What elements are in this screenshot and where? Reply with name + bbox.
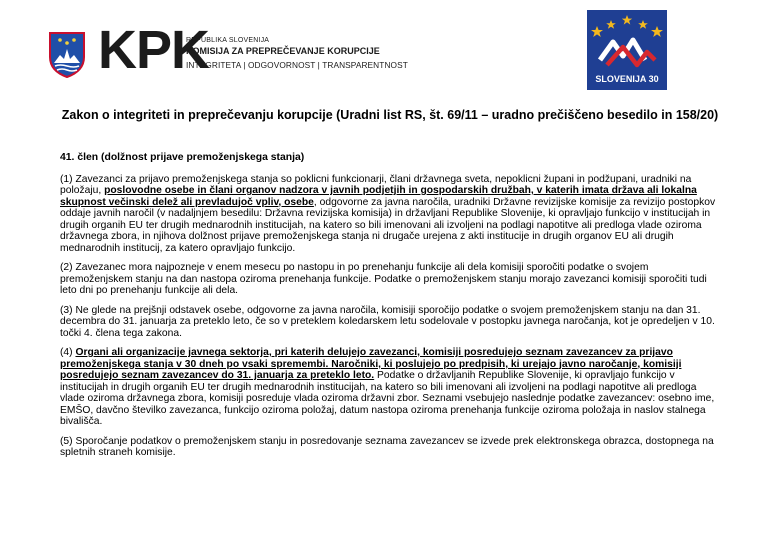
paragraph-4 (60, 347, 720, 428)
badge-text: SLOVENIJA 30 (595, 74, 659, 84)
paragraph-3: (3) Ne glede na prejšnji odstavek osebe, odgovorne za javna naročila, komisiji sporočijo podatke o svojem premoženjskem stanju na dan 31. decembra do 31. januarja za preteklo leto, če so v preteklem koledarskem letu sodelovale v postopku javnega naročanja, kot je opredeljen v 10. točki 4. člena tega zakona. (60, 304, 715, 339)
paragraph-1 (60, 174, 720, 255)
slovenia-30-badge-icon (587, 10, 667, 90)
kpk-org-block (186, 36, 408, 72)
paragraph-4-text-a: (4) (60, 347, 76, 358)
paragraph-1-emphasis: poslovodne osebe in člani organov nadzora v javnih podjetjih in gospodarskih družbah, v katerih imata država ali lokalna skupnost večinski delež ali prevladujoč vpliv, osebe (60, 185, 697, 208)
paragraph-1-text-c: , odgovorne za javna naročila, uradniki Državne revizijske komisije za revizijo postopkov oddaje javnih naročil (v nadaljnjem besedilu: Državna revizijska komisija) in državljani Republike Slovenije, ki opravljajo funkcijo v institucijah in drugih organih EU ter drugih mednarodnih institucijah, na katero so bili imenovani ali izvoljeni na podlagi napotitve ali predloga vlade oziroma državnega zbora, in njihova dolžnost prijave premoženjskega stanja ni drugače urejena z akti institucije in drugih organov EU ali drugih mednarodnih institucij, za katero opravljajo funkcijo. (60, 196, 716, 254)
paragraph-4-text-c: Podatke o državljanih Republike Slovenije, ki opravljajo funkcijo v institucijah in drugih organih EU ter drugih mednarodnih institucijah, na katero so bili imenovani ali izvoljeni na podlagi napotitve ali predloga vlade oziroma državnega zbora, komisiji posreduje vlada oziroma državni zbor. Seznami vsebujejo naslednje podatke zavezancev: osebno ime, EMŠO, davčno številko zavezanca, funkcijo oziroma položaj, datum nastopa oziroma prenehanja funkcije oziroma položaja in naslov stalnega bivališča. (60, 370, 715, 427)
article-title: 41. člen (dolžnost prijave premoženjskega stanja) (60, 152, 305, 163)
org-name: KOMISIJA ZA PREPREČEVANJE KORUPCIJE (186, 46, 380, 56)
paragraph-1-text-a: (1) Zavezanci za prijavo premoženjskega stanja so poklicni funkcionarji, člani državnega sveta, nepoklicni župani in podžupani, uradniki na položaju, (60, 173, 692, 196)
paragraph-5: (5) Sporočanje podatkov o premoženjskem stanju in posredovanje seznama zavezancev se izvede prek elektronskega obrazca, dostopnega na spletnih straneh komisije. (60, 435, 714, 458)
page-header (0, 0, 780, 100)
paragraph-2: (2) Zavezanec mora najpozneje v enem mesecu po nastopu in po prenehanju funkcije ali dela komisiji sporočiti podatke o svojem premoženjskem stanju na dan nastopa oziroma prenehanja funkcije. Podatke o premoženjskem stanju morajo zavezanci komisiji sporočiti tudi leto dni po prenehanju funkcije ali dela. (60, 262, 707, 296)
kpk-logo-word: KPK (98, 20, 210, 80)
org-values: INTEGRITETA | ODGOVORNOST | TRANSPARENTNOST (186, 60, 408, 70)
document-title: Zakon o integriteti in preprečevanju korupcije (Uradni list RS, št. 69/11 – uradno prečiščeno besedilo in 158/20) (61, 108, 719, 122)
paragraph-4-emphasis: Organi ali organizacije javnega sektorja, pri katerih delujejo zavezanci, komisiji posredujejo seznam zavezancev za prijavo premoženjskega stanja v 30 dneh po vsaki spremembi. Naročniki, ki poslujejo po predpisih, ki urejajo javno naročanje, komisiji posredujejo seznam zavezancev do 31. januarja za preteklo leto. (60, 347, 682, 381)
org-country: REPUBLIKA SLOVENIJA (186, 37, 270, 44)
document-body (60, 152, 720, 467)
slovenia-coat-of-arms-icon (48, 31, 86, 79)
